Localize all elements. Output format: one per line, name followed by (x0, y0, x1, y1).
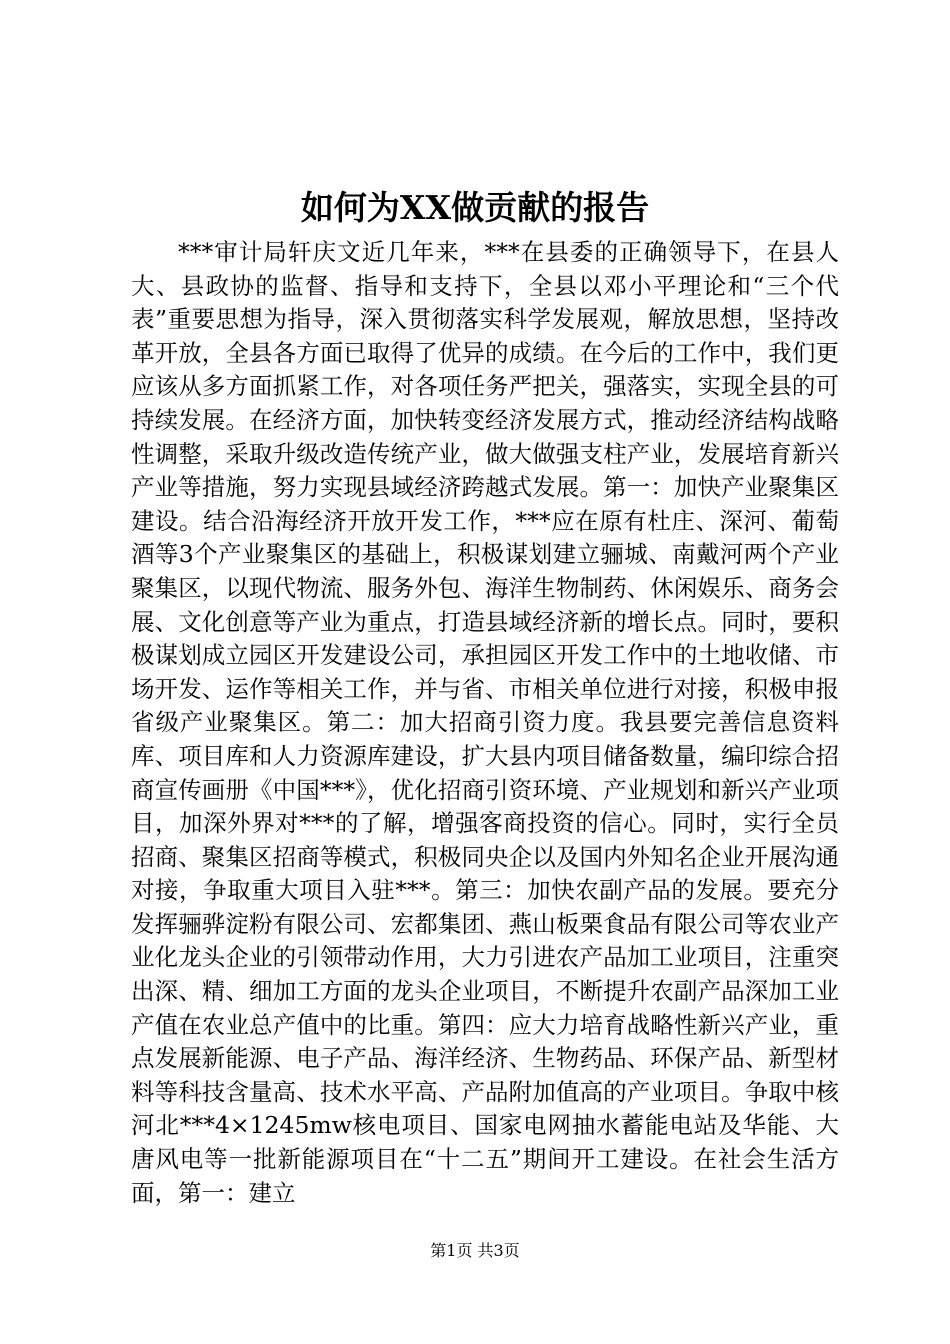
page-footer: 第1页 共3页 (430, 1241, 520, 1260)
document-title: 如何为XX做贡献的报告 (300, 188, 650, 227)
body-paragraph: ***审计局轩庆文近几年来，***在县委的正确领导下，在县人大、县政协的监督、指导和支持下，全县以邓小平理论和“三个代表”重要思想为指导，深入贯彻落实科学发展观，解放思想，坚持改革开放，全县各方面已取得了优异的成绩。在今后的工作中，我们更应该从多方面抓紧工作，对各项任务严把关，强落实，实现全县的可持续发展。在经济方面，加快转变经济发展方式，推动经济结构战略性调整，采取升级改造传统产业，做大做强支柱产业，发展培育新兴产业等措施，努力实现县域经济跨越式发展。第一：加快产业聚集区建设。结合沿海经济开放开发工作，***应在原有杜庄、深河、葡萄酒等3个产业聚集区的基础上，积极谋划建立骊城、南戴河两个产业聚集区，以现代物流、服务外包、海洋生物制药、休闲娱乐、商务会展、文化创意等产业为重点，打造县域经济新的增长点。同时，要积极谋划成立园区开发建设公司，承担园区开发工作中的土地收储、市场开发、运作等相关工作，并与省、市相关单位进行对接，积极申报省级产业聚集区。第二：加大招商引资力度。我县要完善信息资料库、项目库和人力资源库建设，扩大县内项目储备数量，编印综合招商宣传画册《中国***》，优化招商引资环境、产业规划和新兴产业项目，加深外界对***的了解，增强客商投资的信心。同时，实行全员招商、聚集区招商等模式，积极同央企以及国内外知名企业开展沟通对接，争取重大项目入驻***。第三：加快农副产品的发展。要充分发挥骊骅淀粉有限公司、宏都集团、燕山板栗食品有限公司等农业产业化龙头企业的引领带动作用，大力引进农产品加工业项目，注重突出深、精、细加工方面的龙头企业项目，不断提升农副产品深加工业产值在农业总产值中的比重。第四：应大力培育战略性新兴产业，重点发展新能源、电子产品、海洋经济、生物药品、环保产品、新型材料等科技含量高、技术水平高、产品附加值高的产业项目。争取中核河北***4×1245mw核电项目、国家电网抽水蓄能电站及华能、大唐风电等一批新能源项目在“十二五”期间开工建设。在社会生活方面，第一：建立 (131, 238, 839, 1207)
